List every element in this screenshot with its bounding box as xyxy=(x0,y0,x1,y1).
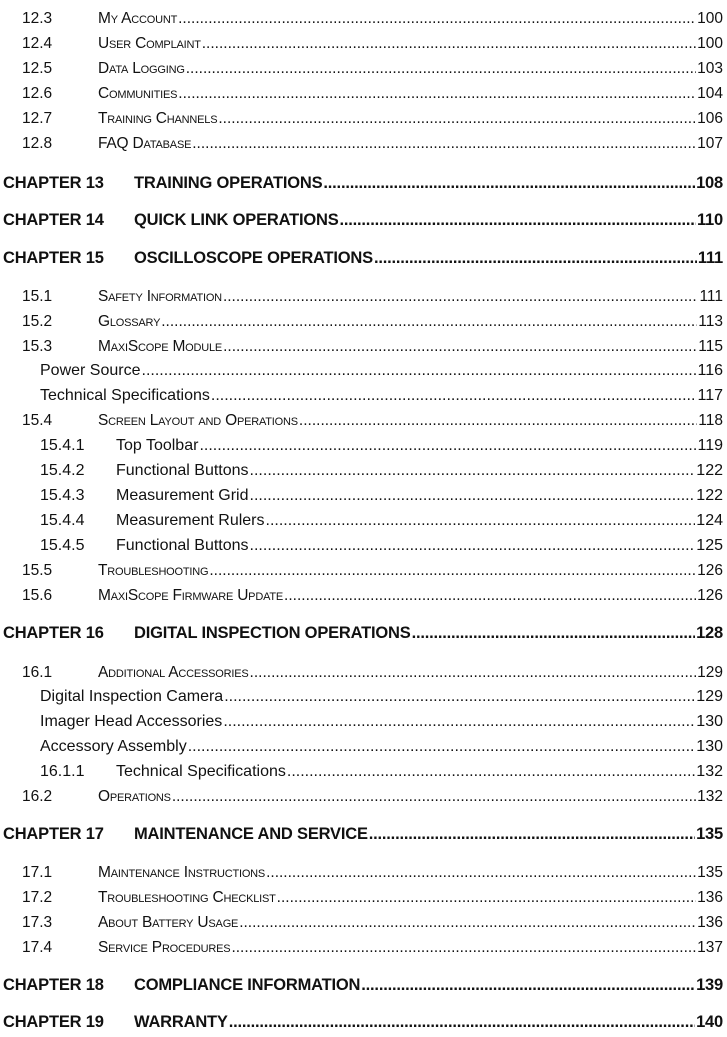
toc-entry[interactable] xyxy=(0,586,723,606)
toc-entry-title: Additional Accessories xyxy=(98,664,249,681)
toc-entry-title: Data Logging xyxy=(98,60,185,77)
toc-entry[interactable] xyxy=(0,888,723,908)
toc-entry-number: CHAPTER 16 xyxy=(3,624,104,642)
toc-entry-number: CHAPTER 18 xyxy=(3,976,104,994)
toc-entry-number: CHAPTER 19 xyxy=(3,1013,104,1031)
toc-entry[interactable] xyxy=(0,938,723,958)
toc-entry-page: 124 xyxy=(696,512,723,529)
toc-entry-title: Safety Information xyxy=(98,288,222,305)
toc-entry-number: 12.6 xyxy=(22,85,53,102)
toc-entry-number: 17.1 xyxy=(22,864,53,881)
toc-entry[interactable] xyxy=(0,34,723,54)
toc-entry-number: 15.1 xyxy=(22,288,53,305)
toc-entry-title: MaxiScope Module xyxy=(98,338,223,355)
toc-entry-title: Training Channels xyxy=(98,110,218,127)
toc-entry-title: Technical Specifications xyxy=(116,763,286,780)
toc-entry-title: MAINTENANCE AND SERVICE xyxy=(134,825,368,843)
toc-entry[interactable] xyxy=(0,361,723,381)
toc-entry-number: CHAPTER 17 xyxy=(3,825,104,843)
toc-entry-title: Functional Buttons xyxy=(116,462,249,479)
toc-entry-page: 113 xyxy=(698,313,723,330)
toc-entry-number: CHAPTER 15 xyxy=(3,249,104,267)
toc-entry[interactable] xyxy=(0,913,723,933)
toc-entry-number: 12.7 xyxy=(22,110,53,127)
toc-entry[interactable] xyxy=(0,461,723,481)
toc-entry-page: 110 xyxy=(696,211,723,229)
toc-chapter-entry[interactable] xyxy=(0,210,723,230)
dot-leader xyxy=(188,737,696,757)
toc-entry-page: 130 xyxy=(696,738,723,755)
toc-entry-number: 17.4 xyxy=(22,939,53,956)
toc-entry-page: 107 xyxy=(697,135,723,152)
toc-chapter-entry[interactable] xyxy=(0,975,723,995)
toc-entry-title: Communities xyxy=(98,85,178,102)
toc-entry-number: 15.6 xyxy=(22,587,53,604)
toc-entry-number: 15.4.4 xyxy=(40,512,85,529)
dot-leader xyxy=(209,561,696,581)
toc-entry[interactable] xyxy=(0,486,723,506)
toc-entry-page: 111 xyxy=(699,288,723,305)
dot-leader xyxy=(284,586,696,606)
dot-leader xyxy=(250,663,697,683)
toc-entry-title: TRAINING OPERATIONS xyxy=(134,174,323,192)
dot-leader xyxy=(266,511,696,531)
toc-entry-number: 15.3 xyxy=(22,338,53,355)
dot-leader xyxy=(223,287,699,307)
toc-entry-page: 130 xyxy=(696,713,723,730)
toc-entry[interactable] xyxy=(0,712,723,732)
toc-entry-page: 100 xyxy=(697,35,723,52)
toc-entry-page: 137 xyxy=(697,939,723,956)
dot-leader xyxy=(218,109,696,129)
dot-leader xyxy=(161,312,697,332)
toc-entry-title: OSCILLOSCOPE OPERATIONS xyxy=(134,249,373,267)
toc-entry-number: 15.5 xyxy=(22,562,53,579)
dot-leader xyxy=(202,34,696,54)
toc-entry[interactable] xyxy=(0,287,723,307)
toc-entry-title: COMPLIANCE INFORMATION xyxy=(134,976,361,994)
toc-entry-number: 17.3 xyxy=(22,914,53,931)
toc-entry-title: FAQ Database xyxy=(98,135,192,152)
toc-entry-page: 119 xyxy=(697,437,723,454)
toc-entry-title: Accessory Assembly xyxy=(40,738,187,755)
dot-leader xyxy=(250,536,696,556)
toc-entry[interactable] xyxy=(0,337,723,357)
toc-entry-title: Screen Layout and Operations xyxy=(98,412,298,429)
toc-entry[interactable] xyxy=(0,84,723,104)
toc-entry-page: 115 xyxy=(698,338,723,355)
toc-entry-title: Power Source xyxy=(40,362,141,379)
toc-entry-page: 111 xyxy=(697,249,723,267)
dot-leader xyxy=(172,787,696,807)
toc-entry-title: Maintenance Instructions xyxy=(98,864,266,881)
toc-entry-number: 15.2 xyxy=(22,313,53,330)
toc-entry[interactable] xyxy=(0,134,723,154)
toc-entry[interactable] xyxy=(0,687,723,707)
toc-entry-page: 116 xyxy=(697,362,723,379)
toc-entry-page: 136 xyxy=(697,889,723,906)
toc-entry[interactable] xyxy=(0,787,723,807)
toc-entry-number: 15.4.3 xyxy=(40,487,85,504)
toc-entry-number: 12.4 xyxy=(22,35,53,52)
dot-leader xyxy=(323,173,695,193)
dot-leader xyxy=(211,386,697,406)
toc-entry[interactable] xyxy=(0,386,723,406)
toc-entry-title: QUICK LINK OPERATIONS xyxy=(134,211,339,229)
toc-chapter-entry[interactable] xyxy=(0,248,723,268)
toc-entry-number: 17.2 xyxy=(22,889,53,906)
toc-entry-page: 125 xyxy=(696,537,723,554)
toc-entry[interactable] xyxy=(0,863,723,883)
toc-entry-title: WARRANTY xyxy=(134,1013,228,1031)
dot-leader xyxy=(287,762,695,782)
toc-entry-title: Service Procedures xyxy=(98,939,231,956)
toc-entry[interactable] xyxy=(0,737,723,757)
toc-entry-page: 118 xyxy=(698,412,723,429)
dot-leader xyxy=(412,623,696,643)
dot-leader xyxy=(340,210,696,230)
dot-leader xyxy=(266,863,696,883)
dot-leader xyxy=(192,134,696,154)
toc-entry-title: Measurement Grid xyxy=(116,487,249,504)
toc-entry-title: Technical Specifications xyxy=(40,387,210,404)
toc-chapter-entry[interactable] xyxy=(0,824,723,844)
toc-entry-page: 100 xyxy=(697,10,723,27)
dot-leader xyxy=(374,248,697,268)
toc-entry-number: 15.4.1 xyxy=(40,437,85,454)
toc-entry-number: 16.1 xyxy=(22,664,53,681)
toc-entry[interactable] xyxy=(0,561,723,581)
toc-entry-title: Glossary xyxy=(98,313,161,330)
toc-entry-title: Troubleshooting Checklist xyxy=(98,889,276,906)
toc-entry-number: 12.3 xyxy=(22,10,53,27)
toc-entry-title: MaxiScope Firmware Update xyxy=(98,587,284,604)
dot-leader xyxy=(186,59,696,79)
toc-entry-page: 136 xyxy=(697,914,723,931)
toc-entry-title: Top Toolbar xyxy=(116,437,199,454)
toc-entry-page: 126 xyxy=(697,562,723,579)
toc-entry-page: 117 xyxy=(697,387,723,404)
toc-entry-title: Functional Buttons xyxy=(116,537,249,554)
dot-leader xyxy=(223,712,695,732)
toc-entry-title: About Battery Usage xyxy=(98,914,239,931)
dot-leader xyxy=(199,436,696,456)
toc-entry[interactable] xyxy=(0,411,723,431)
toc-chapter-entry[interactable] xyxy=(0,623,723,643)
toc-entry[interactable] xyxy=(0,436,723,456)
dot-leader xyxy=(178,9,696,29)
toc-entry-title: User Complaint xyxy=(98,35,201,52)
toc-entry-page: 129 xyxy=(696,688,723,705)
dot-leader xyxy=(178,84,696,104)
dot-leader xyxy=(250,461,696,481)
toc-entry-page: 139 xyxy=(696,976,723,994)
toc-entry-page: 106 xyxy=(697,110,723,127)
toc-entry[interactable] xyxy=(0,59,723,79)
dot-leader xyxy=(224,687,695,707)
dot-leader xyxy=(229,1012,695,1032)
toc-entry-page: 128 xyxy=(696,624,723,642)
toc-entry-title: My Account xyxy=(98,10,178,27)
toc-entry-title: Troubleshooting xyxy=(98,562,209,579)
dot-leader xyxy=(299,411,697,431)
toc-entry-number: CHAPTER 14 xyxy=(3,211,104,229)
toc-entry[interactable] xyxy=(0,312,723,332)
toc-entry-number: CHAPTER 13 xyxy=(3,174,104,192)
toc-entry-page: 132 xyxy=(697,788,723,805)
toc-entry-page: 103 xyxy=(697,60,723,77)
toc-entry-number: 12.8 xyxy=(22,135,53,152)
toc-entry-title: Measurement Rulers xyxy=(116,512,265,529)
toc-entry-number: 15.4 xyxy=(22,412,53,429)
toc-entry-title: DIGITAL INSPECTION OPERATIONS xyxy=(134,624,411,642)
toc-entry-page: 140 xyxy=(696,1013,723,1031)
toc-entry-page: 126 xyxy=(697,587,723,604)
toc-entry[interactable] xyxy=(0,536,723,556)
toc-entry[interactable] xyxy=(0,663,723,683)
toc-entry-number: 16.1.1 xyxy=(40,763,85,780)
toc-entry-number: 15.4.5 xyxy=(40,537,85,554)
dot-leader xyxy=(361,975,695,995)
toc-entry-page: 122 xyxy=(696,487,723,504)
toc-chapter-entry[interactable] xyxy=(0,1012,723,1032)
dot-leader xyxy=(239,913,696,933)
dot-leader xyxy=(223,337,697,357)
toc-entry[interactable] xyxy=(0,762,723,782)
toc-entry[interactable] xyxy=(0,9,723,29)
dot-leader xyxy=(250,486,696,506)
toc-entry-title: Imager Head Accessories xyxy=(40,713,223,730)
dot-leader xyxy=(142,361,697,381)
toc-entry-title: Digital Inspection Camera xyxy=(40,688,224,705)
toc-entry-page: 122 xyxy=(696,462,723,479)
toc-entry[interactable] xyxy=(0,511,723,531)
toc-entry-number: 12.5 xyxy=(22,60,53,77)
dot-leader xyxy=(231,938,696,958)
dot-leader xyxy=(369,824,695,844)
toc-chapter-entry[interactable] xyxy=(0,173,723,193)
toc-entry-page: 135 xyxy=(697,864,723,881)
toc-entry-title: Operations xyxy=(98,788,171,805)
toc-entry[interactable] xyxy=(0,109,723,129)
toc-entry-page: 135 xyxy=(696,825,723,843)
toc-entry-page: 104 xyxy=(697,85,723,102)
toc-entry-number: 16.2 xyxy=(22,788,53,805)
toc-entry-page: 132 xyxy=(696,763,723,780)
dot-leader xyxy=(277,888,696,908)
toc-entry-page: 108 xyxy=(696,174,723,192)
toc-entry-number: 15.4.2 xyxy=(40,462,85,479)
toc-entry-page: 129 xyxy=(697,664,723,681)
